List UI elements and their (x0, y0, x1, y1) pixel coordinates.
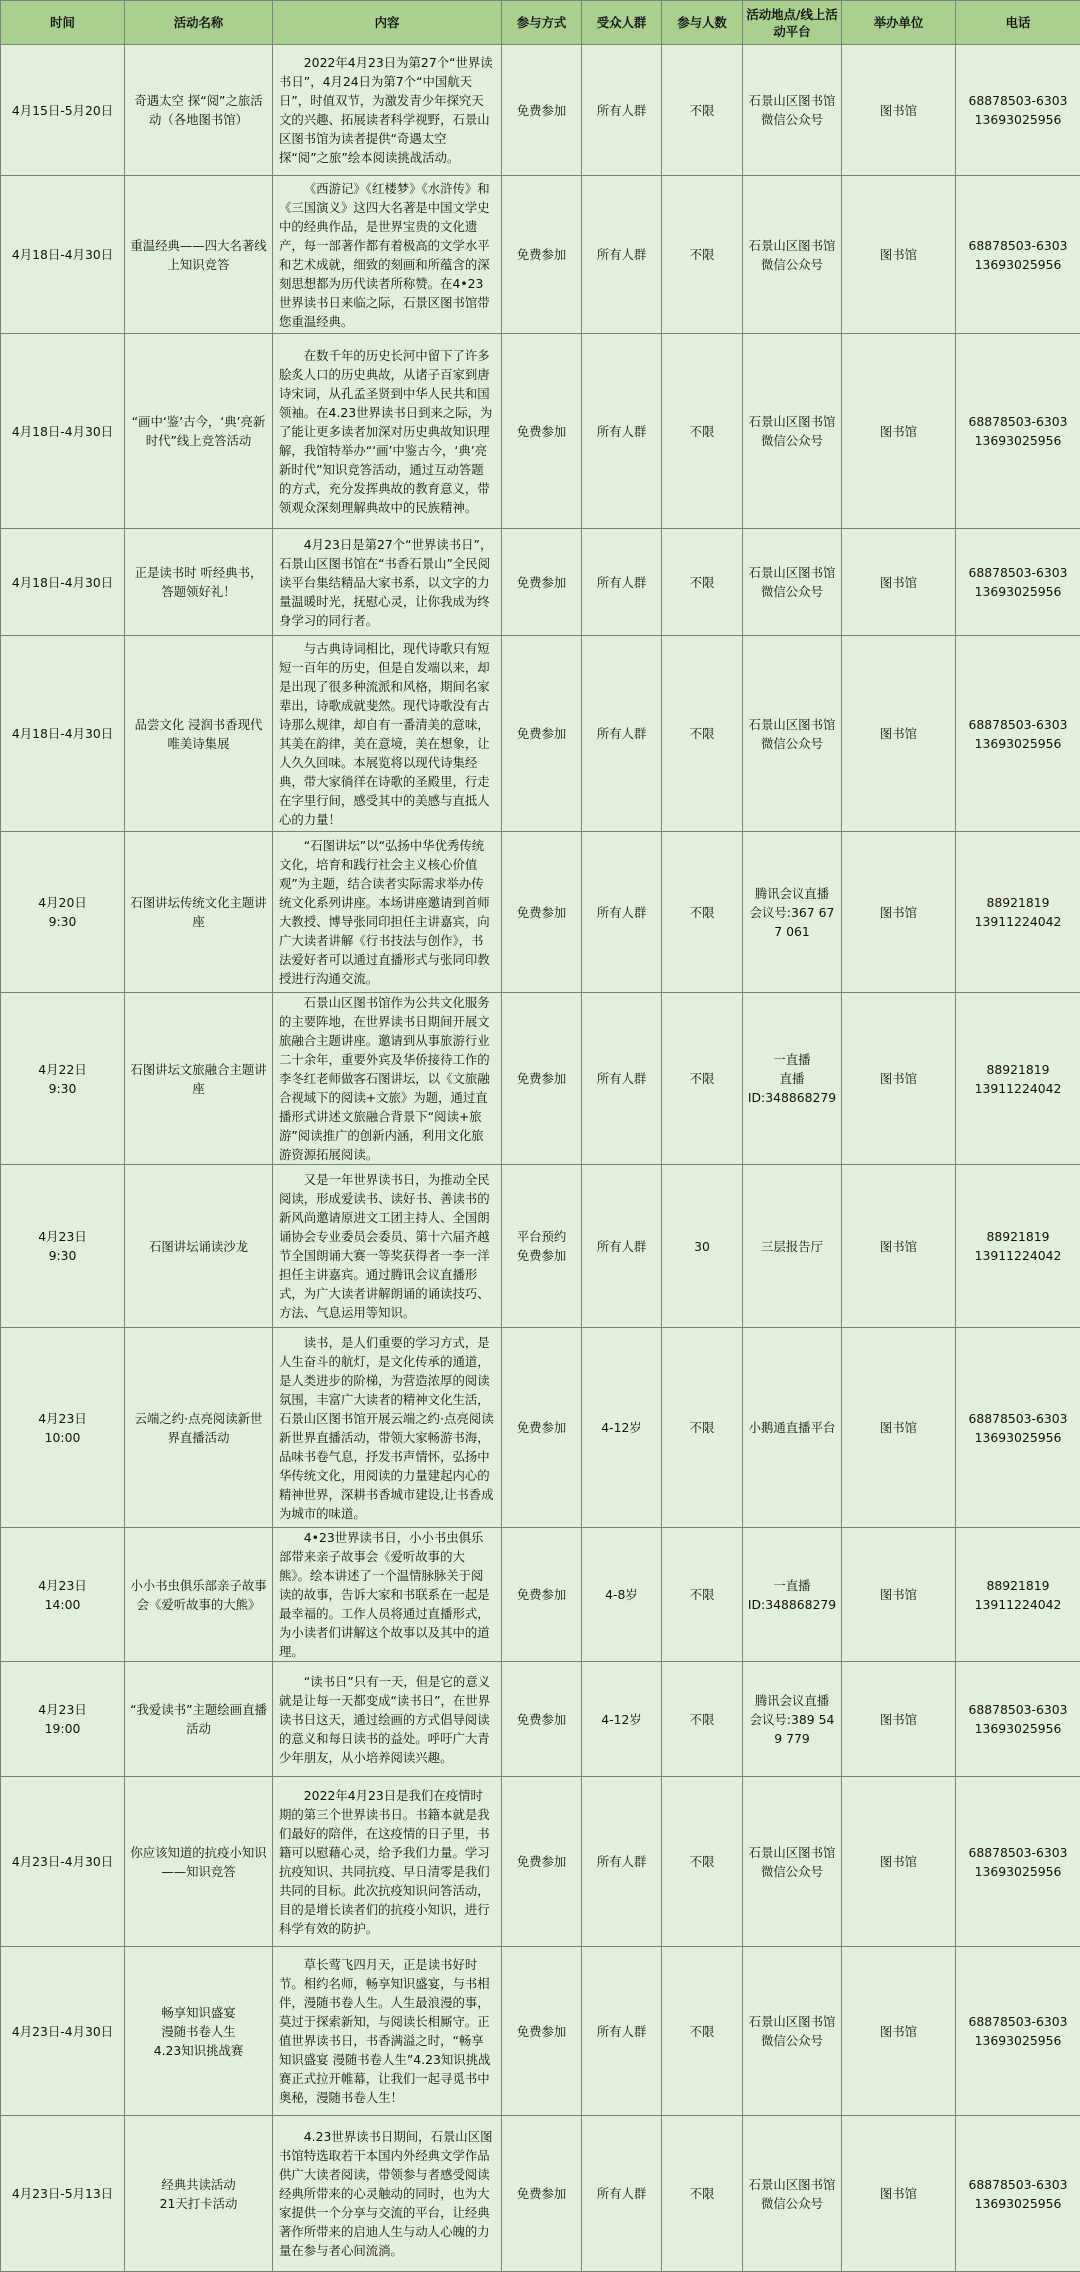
table-row (1, 1662, 1080, 1777)
cell-method: 免费参加 (502, 1662, 582, 1777)
cell-phone: 68878503-6303 13693025956 (956, 2116, 1080, 2272)
cell-host: 图书馆 (842, 832, 956, 993)
cell-method: 免费参加 (502, 176, 582, 334)
cell-content: 4•23世界读书日，小小书虫俱乐部带来亲子故事会《爱听故事的大熊》。绘本讲述了一个温情脉脉关于阅读的故事，告诉大家和书联系在一起是最幸福的。工作人员将通过直播形式，为小读者们讲解这个故事以及其中的道理。 (273, 1528, 502, 1662)
cell-time: 4月23日 9:30 (1, 1165, 125, 1328)
cell-method: 免费参加 (502, 1777, 582, 1947)
cell-time: 4月15日-5月20日 (1, 45, 125, 176)
cell-name: 奇遇太空 探“阅”之旅活动（各地图书馆） (125, 45, 273, 176)
cell-host: 图书馆 (842, 2116, 956, 2272)
cell-time: 4月18日-4月30日 (1, 334, 125, 529)
cell-venue: 一直播 ID:348868279 (743, 1528, 842, 1662)
cell-name: 重温经典——四大名著线上知识竞答 (125, 176, 273, 334)
table-row (1, 1947, 1080, 2116)
cell-method: 免费参加 (502, 1328, 582, 1528)
cell-content: “读书日”只有一天，但是它的意义就是让每一天都变成“读书日”，在世界读书日这天，通过绘画的方式倡导阅读的意义和每日读书的益处。呼吁广大青少年朋友，从小培养阅读兴趣。 (273, 1662, 502, 1777)
header-row (1, 1, 1080, 45)
cell-phone: 68878503-6303 13693025956 (956, 1662, 1080, 1777)
cell-name: 你应该知道的抗疫小知识——知识竞答 (125, 1777, 273, 1947)
cell-method: 免费参加 (502, 334, 582, 529)
cell-content: 与古典诗词相比，现代诗歌只有短短一百年的历史，但是自发端以来，却是出现了很多种流派和风格，期间名家辈出，诗歌成就斐然。现代诗歌没有古诗那么规律，却自有一番清美的意味，其美在韵律，美在意境，美在想象，让人久久回味。本展览将以现代诗集经典，带大家徜徉在诗歌的圣殿里，行走在字里行间，感受其中的美感与直抵人心的力量！ (273, 636, 502, 832)
cell-name: 小小书虫俱乐部亲子故事会《爱听故事的大熊》 (125, 1528, 273, 1662)
cell-name: 畅享知识盛宴 漫随书卷人生 4.23知识挑战赛 (125, 1947, 273, 2116)
cell-method: 平台预约 免费参加 (502, 1165, 582, 1328)
cell-venue: 石景山区图书馆微信公众号 (743, 176, 842, 334)
cell-venue: 小鹅通直播平台 (743, 1328, 842, 1528)
cell-phone: 68878503-6303 13693025956 (956, 176, 1080, 334)
cell-time: 4月18日-4月30日 (1, 176, 125, 334)
table-row (1, 1528, 1080, 1662)
cell-content: 4月23日是第27个“世界读书日”，石景山区图书馆在“书香石景山”全民阅读平台集结精品大家书系，以文字的力量温暖时光，抚慰心灵，让你我成为终身学习的同行者。 (273, 529, 502, 636)
cell-count: 不限 (662, 334, 743, 529)
header-host: 举办单位 (842, 1, 956, 45)
cell-audience: 所有人群 (582, 1947, 662, 2116)
cell-count: 不限 (662, 636, 743, 832)
cell-name: 经典共读活动 21天打卡活动 (125, 2116, 273, 2272)
cell-content: 2022年4月23日为第27个“世界读书日”，4月24日为第7个“中国航天日”，时值双节，为激发青少年探究天文的兴趣、拓展读者科学视野，石景山区图书馆为读者提供“奇遇太空 探“阅”之旅”绘本阅读挑战活动。 (273, 45, 502, 176)
cell-venue: 石景山区图书馆微信公众号 (743, 1777, 842, 1947)
cell-method: 免费参加 (502, 1528, 582, 1662)
table-row (1, 2116, 1080, 2272)
cell-count: 30 (662, 1165, 743, 1328)
table-row (1, 334, 1080, 529)
cell-audience: 所有人群 (582, 529, 662, 636)
cell-method: 免费参加 (502, 832, 582, 993)
cell-time: 4月23日 14:00 (1, 1528, 125, 1662)
cell-method: 免费参加 (502, 1947, 582, 2116)
cell-host: 图书馆 (842, 1947, 956, 2116)
cell-method: 免费参加 (502, 993, 582, 1165)
cell-name: “我爱读书”主题绘画直播活动 (125, 1662, 273, 1777)
cell-audience: 所有人群 (582, 993, 662, 1165)
table-row (1, 45, 1080, 176)
cell-venue: 石景山区图书馆微信公众号 (743, 529, 842, 636)
cell-audience: 4-12岁 (582, 1662, 662, 1777)
cell-audience: 所有人群 (582, 2116, 662, 2272)
cell-time: 4月20日 9:30 (1, 832, 125, 993)
cell-host: 图书馆 (842, 1662, 956, 1777)
cell-phone: 88921819 13911224042 (956, 1165, 1080, 1328)
cell-audience: 所有人群 (582, 45, 662, 176)
cell-phone: 68878503-6303 13693025956 (956, 529, 1080, 636)
cell-content: 在数千年的历史长河中留下了许多脍炙人口的历史典故，从诸子百家到唐诗宋词，从孔孟圣贤到中华人民共和国领袖。在4.23世界读书日到来之际，为了能让更多读者加深对历史典故知识理解，我馆特举办“‘画’中鉴古今，‘典’亮新时代”知识竞答活动，通过互动答题的方式，充分发挥典故的教育意义，带领观众深刻理解典故中的民族精神。 (273, 334, 502, 529)
cell-venue: 一直播 直播 ID:348868279 (743, 993, 842, 1165)
cell-content: “石图讲坛”以“弘扬中华优秀传统文化，培育和践行社会主义核心价值观”为主题，结合读者实际需求举办传统文化系列讲座。本场讲座邀请到首师大教授、博导张同印担任主讲嘉宾，向广大读者讲解《行书技法与创作》，书法爱好者可以通过直播形式与张同印教授进行沟通交流。 (273, 832, 502, 993)
header-count: 参与人数 (662, 1, 743, 45)
cell-phone: 68878503-6303 13693025956 (956, 636, 1080, 832)
cell-host: 图书馆 (842, 176, 956, 334)
cell-time: 4月18日-4月30日 (1, 529, 125, 636)
cell-count: 不限 (662, 2116, 743, 2272)
cell-phone: 68878503-6303 13693025956 (956, 45, 1080, 176)
cell-host: 图书馆 (842, 334, 956, 529)
cell-venue: 石景山区图书馆微信公众号 (743, 334, 842, 529)
cell-audience: 4-12岁 (582, 1328, 662, 1528)
cell-name: 品尝文化 浸润书香现代唯美诗集展 (125, 636, 273, 832)
cell-venue: 石景山区图书馆微信公众号 (743, 45, 842, 176)
cell-phone: 88921819 13911224042 (956, 832, 1080, 993)
cell-venue: 石景山区图书馆微信公众号 (743, 636, 842, 832)
table-row (1, 1328, 1080, 1528)
header-time: 时间 (1, 1, 125, 45)
cell-count: 不限 (662, 1662, 743, 1777)
cell-host: 图书馆 (842, 993, 956, 1165)
cell-time: 4月23日-4月30日 (1, 1947, 125, 2116)
cell-audience: 所有人群 (582, 832, 662, 993)
cell-time: 4月22日 9:30 (1, 993, 125, 1165)
cell-content: 4.23世界读书日期间，石景山区图书馆特选取若干本国内外经典文学作品供广大读者阅读，带领参与者感受阅读经典所带来的心灵触动的同时，也为大家提供一个分享与交流的平台，让经典著作所带来的启迪人生与动人心魄的力量在参与者心间流淌。 (273, 2116, 502, 2272)
header-content: 内容 (273, 1, 502, 45)
cell-method: 免费参加 (502, 636, 582, 832)
table-row (1, 529, 1080, 636)
cell-host: 图书馆 (842, 529, 956, 636)
cell-count: 不限 (662, 1777, 743, 1947)
cell-content: 《西游记》《红楼梦》《水浒传》和《三国演义》这四大名著是中国文学史中的经典作品，是世界宝贵的文化遗产，每一部著作都有着极高的文学水平和艺术成就，细致的刻画和所蕴含的深刻思想都为历代读者所称赞。在4•23世界读书日来临之际，石景区图书馆带您重温经典。 (273, 176, 502, 334)
cell-phone: 68878503-6303 13693025956 (956, 1777, 1080, 1947)
cell-time: 4月23日-5月13日 (1, 2116, 125, 2272)
cell-audience: 所有人群 (582, 1165, 662, 1328)
cell-audience: 所有人群 (582, 636, 662, 832)
cell-count: 不限 (662, 176, 743, 334)
cell-time: 4月23日 10:00 (1, 1328, 125, 1528)
cell-time: 4月23日 19:00 (1, 1662, 125, 1777)
cell-name: “画中‘鉴’古今，‘典’亮新时代”线上竞答活动 (125, 334, 273, 529)
cell-phone: 68878503-6303 13693025956 (956, 1947, 1080, 2116)
cell-method: 免费参加 (502, 45, 582, 176)
cell-method: 免费参加 (502, 2116, 582, 2272)
cell-venue: 腾讯会议直播 会议号:367 677 061 (743, 832, 842, 993)
cell-time: 4月23日-4月30日 (1, 1777, 125, 1947)
table-row (1, 176, 1080, 334)
cell-phone: 68878503-6303 13693025956 (956, 334, 1080, 529)
header-name: 活动名称 (125, 1, 273, 45)
cell-name: 石图讲坛诵读沙龙 (125, 1165, 273, 1328)
cell-content: 草长莺飞四月天，正是读书好时节。相约名师，畅享知识盛宴，与书相伴，漫随书卷人生。人生最浪漫的事，莫过于探索新知，与阅读长相厮守。正值世界读书日，书香满溢之时，“畅享知识盛宴 漫随书卷人生”4.23知识挑战赛正式拉开帷幕，让我们一起寻觅书中奥秘，漫随书卷人生！ (273, 1947, 502, 2116)
cell-venue: 石景山区图书馆微信公众号 (743, 2116, 842, 2272)
cell-audience: 所有人群 (582, 1777, 662, 1947)
cell-host: 图书馆 (842, 1328, 956, 1528)
cell-phone: 68878503-6303 13693025956 (956, 1328, 1080, 1528)
cell-count: 不限 (662, 1528, 743, 1662)
cell-count: 不限 (662, 1947, 743, 2116)
cell-audience: 所有人群 (582, 334, 662, 529)
header-venue: 活动地点/线上活动平台 (743, 1, 842, 45)
cell-audience: 4-8岁 (582, 1528, 662, 1662)
table-row (1, 1777, 1080, 1947)
cell-count: 不限 (662, 1328, 743, 1528)
cell-host: 图书馆 (842, 636, 956, 832)
cell-phone: 88921819 13911224042 (956, 993, 1080, 1165)
cell-content: 2022年4月23日是我们在疫情时期的第三个世界读书日。书籍本就是我们最好的陪伴，在这疫情的日子里，书籍可以慰藉心灵，给予我们力量。学习抗疫知识、共同抗疫、早日清零是我们共同的目标。此次抗疫知识问答活动，目的是增长读者们的抗疫小知识，进行科学有效的防护。 (273, 1777, 502, 1947)
table-row (1, 993, 1080, 1165)
cell-name: 云端之约·点亮阅读新世界直播活动 (125, 1328, 273, 1528)
table-row (1, 636, 1080, 832)
cell-content: 又是一年世界读书日，为推动全民阅读，形成爱读书、读好书、善读书的新风尚邀请原进文工团主持人、全国朗诵协会专业委员会委员、第十六届齐越节全国朗诵大赛一等奖获得者一李一洋担任主讲嘉宾。通过腾讯会议直播形式，为广大读者讲解朗诵的诵读技巧、方法、气息运用等知识。 (273, 1165, 502, 1328)
cell-time: 4月18日-4月30日 (1, 636, 125, 832)
header-phone: 电话 (956, 1, 1080, 45)
cell-count: 不限 (662, 45, 743, 176)
header-method: 参与方式 (502, 1, 582, 45)
cell-name: 石图讲坛传统文化主题讲座 (125, 832, 273, 993)
table-row (1, 832, 1080, 993)
header-audience: 受众人群 (582, 1, 662, 45)
cell-name: 石图讲坛文旅融合主题讲座 (125, 993, 273, 1165)
cell-venue: 腾讯会议直播 会议号:389 549 779 (743, 1662, 842, 1777)
cell-venue: 三层报告厅 (743, 1165, 842, 1328)
cell-count: 不限 (662, 832, 743, 993)
table-row (1, 1165, 1080, 1328)
cell-content: 石景山区图书馆作为公共文化服务的主要阵地，在世界读书日期间开展文旅融合主题讲座。邀请到从事旅游行业二十余年，重要外宾及华侨接待工作的李冬红老师做客石图讲坛，以《文旅融合视域下的阅读+文旅》为题，通过直播形式讲述文旅融合背景下“阅读+旅游”阅读推广的创新内涵，利用文化旅游资源拓展阅读。 (273, 993, 502, 1165)
cell-host: 图书馆 (842, 45, 956, 176)
cell-count: 不限 (662, 529, 743, 636)
cell-venue: 石景山区图书馆微信公众号 (743, 1947, 842, 2116)
cell-content: 读书，是人们重要的学习方式，是人生奋斗的航灯，是文化传承的通道，是人类进步的阶梯，为营造浓厚的阅读氛围，丰富广大读者的精神文化生活，石景山区图书馆开展云端之约·点亮阅读新世界直播活动，带领大家畅游书海，品味书卷气息，抒发书声情怀，弘扬中华传统文化，用阅读的力量建起内心的精神世界，深耕书香城市建设,让书香成为城市的味道。 (273, 1328, 502, 1528)
cell-audience: 所有人群 (582, 176, 662, 334)
cell-name: 正是读书时 听经典书，答题领好礼！ (125, 529, 273, 636)
cell-host: 图书馆 (842, 1528, 956, 1662)
cell-host: 图书馆 (842, 1777, 956, 1947)
cell-method: 免费参加 (502, 529, 582, 636)
cell-host: 图书馆 (842, 1165, 956, 1328)
cell-count: 不限 (662, 993, 743, 1165)
cell-phone: 88921819 13911224042 (956, 1528, 1080, 1662)
